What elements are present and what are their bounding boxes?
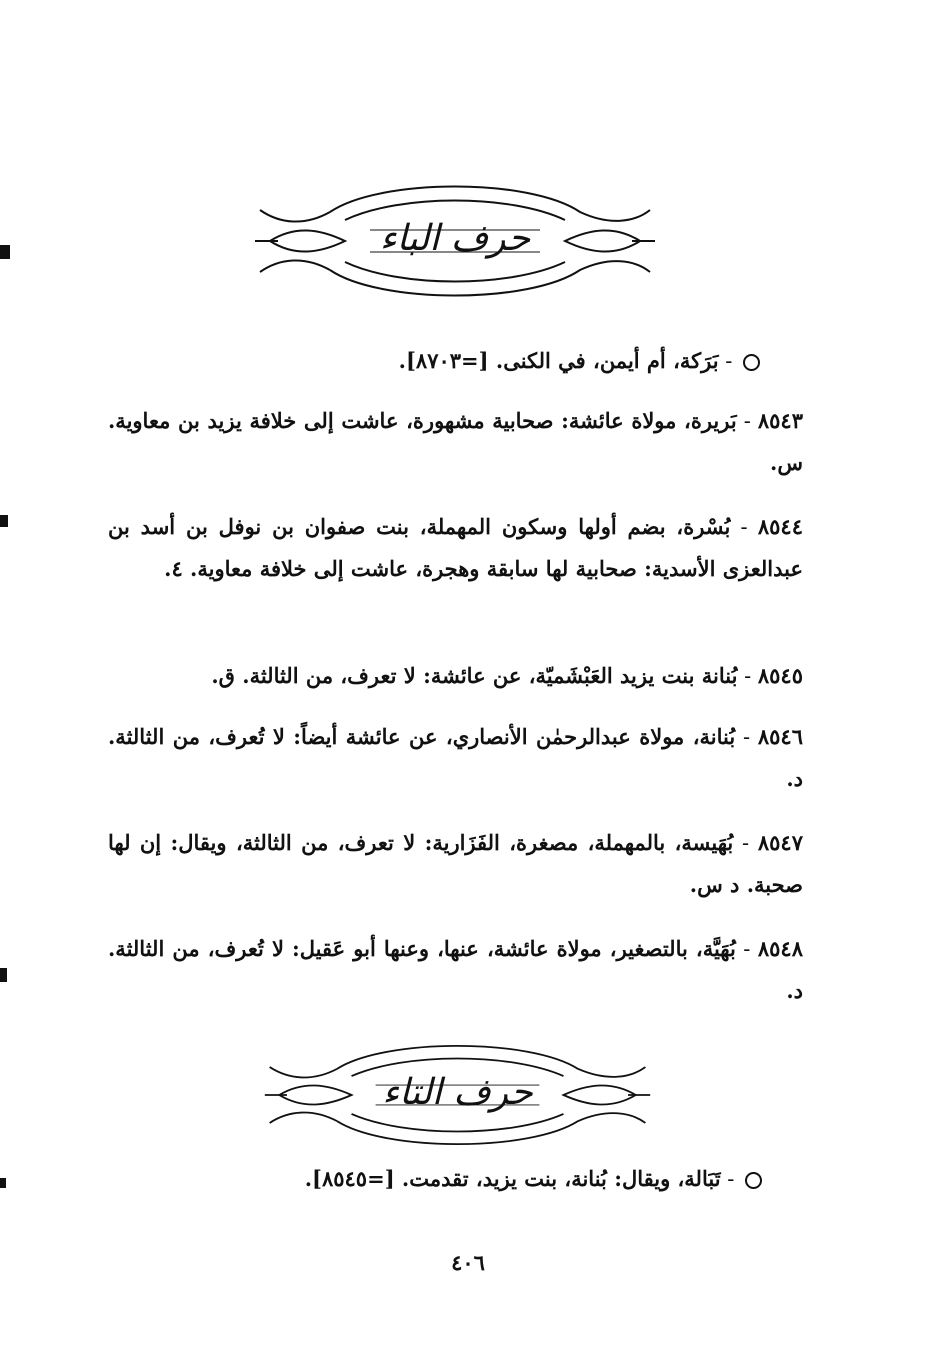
entry-8543: ٨٥٤٣ - بَريرة، مولاة عائشة: صحابية مشهورة، عاشت إلى خلافة يزيد بن معاوية. س. xyxy=(108,408,803,475)
entry-number: ٨٥٤٦ xyxy=(757,724,803,749)
entry-text: بُسْرة، بضم أولها وسكون المهملة، بنت صفوان بن نوفل بن أسد بن عبدالعزى الأسدية: صحابية لها سابقة وهجرة، عاشت إلى خلافة معاوية. ٤. xyxy=(108,514,803,581)
section-heading-ta xyxy=(260,1040,655,1150)
entry-text: بُنانة، مولاة عبدالرحمٰن الأنصاري، عن عائشة أيضاً: لا تُعرف، من الثالثة. د. xyxy=(108,724,803,791)
page-number: ٤٠٦ xyxy=(451,1250,485,1275)
scan-edge-mark xyxy=(0,968,7,982)
entry-number: ٨٥٤٥ xyxy=(757,663,803,688)
entry-cross-reference: - تَبَالة، ويقال: بُنانة، بنت يزيد، تقدمت. [=٨٥٤٥]. xyxy=(220,1158,762,1200)
entry-number: ٨٥٤٤ xyxy=(757,514,803,539)
entry-text: بُهَيَّة، بالتصغير، مولاة عائشة، عنها، وعنها أبو عَقيل: لا تُعرف، من الثالثة. د. xyxy=(108,936,803,1003)
scan-edge-mark xyxy=(0,1178,6,1188)
entry-8545: ٨٥٤٥ - بُنانة بنت يزيد العَبْشَميّة، عن عائشة: لا تعرف، من الثالثة. ق. xyxy=(211,663,803,688)
entry-text: بَرَكة، أم أيمن، في الكنى. [=٨٧٠٣]. xyxy=(398,348,719,373)
entry-8548: ٨٥٤٨ - بُهَيَّة، بالتصغير، مولاة عائشة، عنها، وعنها أبو عَقيل: لا تُعرف، من الثالثة. د. xyxy=(108,936,803,1003)
entry-8546: ٨٥٤٦ - بُنانة، مولاة عبدالرحمٰن الأنصاري، عن عائشة أيضاً: لا تُعرف، من الثالثة. د. xyxy=(108,724,803,791)
entry-cross-reference: - بَرَكة، أم أيمن، في الكنى. [=٨٧٠٣]. xyxy=(330,340,760,382)
heading-title: حرف التاء xyxy=(382,1072,533,1113)
entry-number: ٨٥٤٣ xyxy=(757,408,803,433)
entry-8544: ٨٥٤٤ - بُسْرة، بضم أولها وسكون المهملة، بنت صفوان بن نوفل بن أسد بن عبدالعزى الأسدية: صحابية لها سابقة وهجرة، عاشت إلى خلافة معاوية. ٤. xyxy=(108,514,803,581)
entry-8547: ٨٥٤٧ - بُهَيسة، بالمهملة، مصغرة، الفَزَارية: لا تعرف، من الثالثة، ويقال: إن لها صحبة. د س. xyxy=(108,830,803,897)
scan-edge-mark xyxy=(0,245,10,259)
entry-number: ٨٥٤٨ xyxy=(757,936,803,961)
heading-title: حرف الباء xyxy=(379,218,531,259)
entry-text: بُهَيسة، بالمهملة، مصغرة، الفَزَارية: لا تعرف، من الثالثة، ويقال: إن لها صحبة. د س. xyxy=(108,830,803,897)
circle-marker-icon xyxy=(745,1172,762,1189)
entry-text: بَريرة، مولاة عائشة: صحابية مشهورة، عاشت إلى خلافة يزيد بن معاوية. س. xyxy=(108,408,803,475)
entry-number: ٨٥٤٧ xyxy=(757,830,803,855)
scan-edge-mark xyxy=(0,515,8,527)
entry-text: بُنانة بنت يزيد العَبْشَميّة، عن عائشة: لا تعرف، من الثالثة. ق. xyxy=(211,663,738,688)
section-heading-ba xyxy=(250,180,660,302)
circle-marker-icon xyxy=(743,354,760,371)
entry-text: تَبَالة، ويقال: بُنانة، بنت يزيد، تقدمت. [=٨٥٤٥]. xyxy=(304,1166,721,1191)
